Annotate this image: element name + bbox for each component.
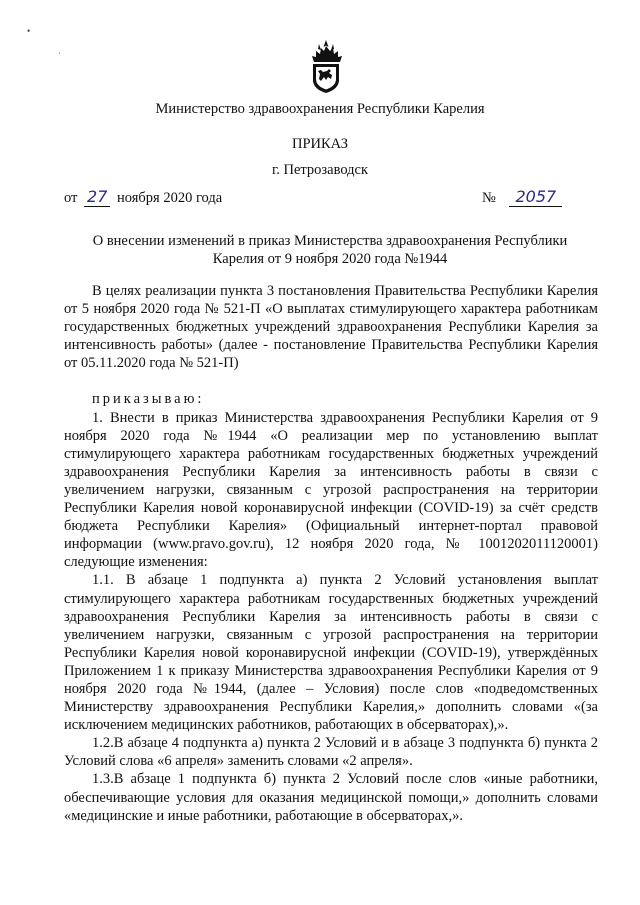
order-word: приказываю:	[92, 391, 205, 408]
item-1-1-paragraph: 1.1. В абзаце 1 подпункта а) пункта 2 Условий установления выплат стимулирующего характера работникам государственных бюджетных учреждений здравоохранения Республики Карелия за интенсивность работы в связи с увеличением нагрузки, связанным с угрозой распространения на территории Республики Карелия новой коронавирусной инфекции (COVID-19), утверждённых Приложением 1 к приказу Министерства здравоохранения Республики Карелия от 9 ноября 2020 года №1944, (далее – Условия) после слов «подведомственных Министерству здравоохранения Республики Карелия,» дополнить словами «(за исключением медицинских работников, работающих в обсерваторах),».	[64, 572, 598, 734]
city: г. Петрозаводск	[271, 162, 369, 178]
date-prefix: от	[64, 190, 78, 206]
preamble-paragraph: В целях реализации пункта 3 постановления Правительства Республики Карелия от 5 ноября 2020 года № 521-П «О выплатах стимулирующего характера работникам государственных бюджетных учреждений здравоохранения Республики Карелия за интенсивность работы» (далее - постановление Правительства Республики Карелия от 05.11.2020 года № 521-П)	[64, 283, 598, 372]
document-type: ПРИКАЗ	[291, 136, 349, 152]
ministry-name: Министерство здравоохранения Республики Карелия	[155, 101, 485, 117]
handwritten-day: 27	[84, 188, 110, 207]
scan-speck: •	[27, 26, 31, 36]
number-prefix: №	[482, 190, 496, 206]
order-date	[64, 188, 222, 207]
handwritten-number: 2057	[509, 188, 562, 207]
item-1-3-paragraph: 1.3.В абзаце 1 подпункта б) пункта 2 Условий после слов «иные работники, обеспечивающие условия для оказания медицинской помощи,» дополнить словами «медицинские и иные работники, работающие в обсерваторах,».	[64, 771, 598, 824]
scan-speck: ˌ	[58, 44, 61, 54]
item-1-paragraph: 1. Внести в приказ Министерства здравоохранения Республики Карелия от 9 ноября 2020 года №1944 «О реализации мер по установлению выплат стимулирующего характера работникам государственных бюджетных учреждений здравоохранения Республики Карелия за интенсивность работы в связи с увеличением нагрузки, связанным с угрозой распространения на территории Республики Карелия новой коронавирусной инфекции (COVID-19) за счёт средств бюджета Республики Карелия» (Официальный интернет-портал правовой информации (www.pravo.gov.ru), 12 ноября 2020 года, № 1001202011120001) следующие изменения:	[64, 409, 598, 571]
karelia-coat-of-arms-icon	[307, 38, 345, 94]
date-rest: ноября 2020 года	[117, 190, 223, 206]
order-body	[64, 282, 598, 825]
order-number	[482, 188, 562, 207]
item-1-2-paragraph: 1.2.В абзаце 4 подпункта а) пункта 2 Условий и в абзаце 3 подпункта б) пункта 2 Условий слова «6 апреля» заменить словами «2 апреля».	[64, 735, 598, 770]
order-subject: О внесении изменений в приказ Министерства здравоохранения Республики Карелия от 9 ноября 2020 года №1944	[92, 233, 568, 267]
